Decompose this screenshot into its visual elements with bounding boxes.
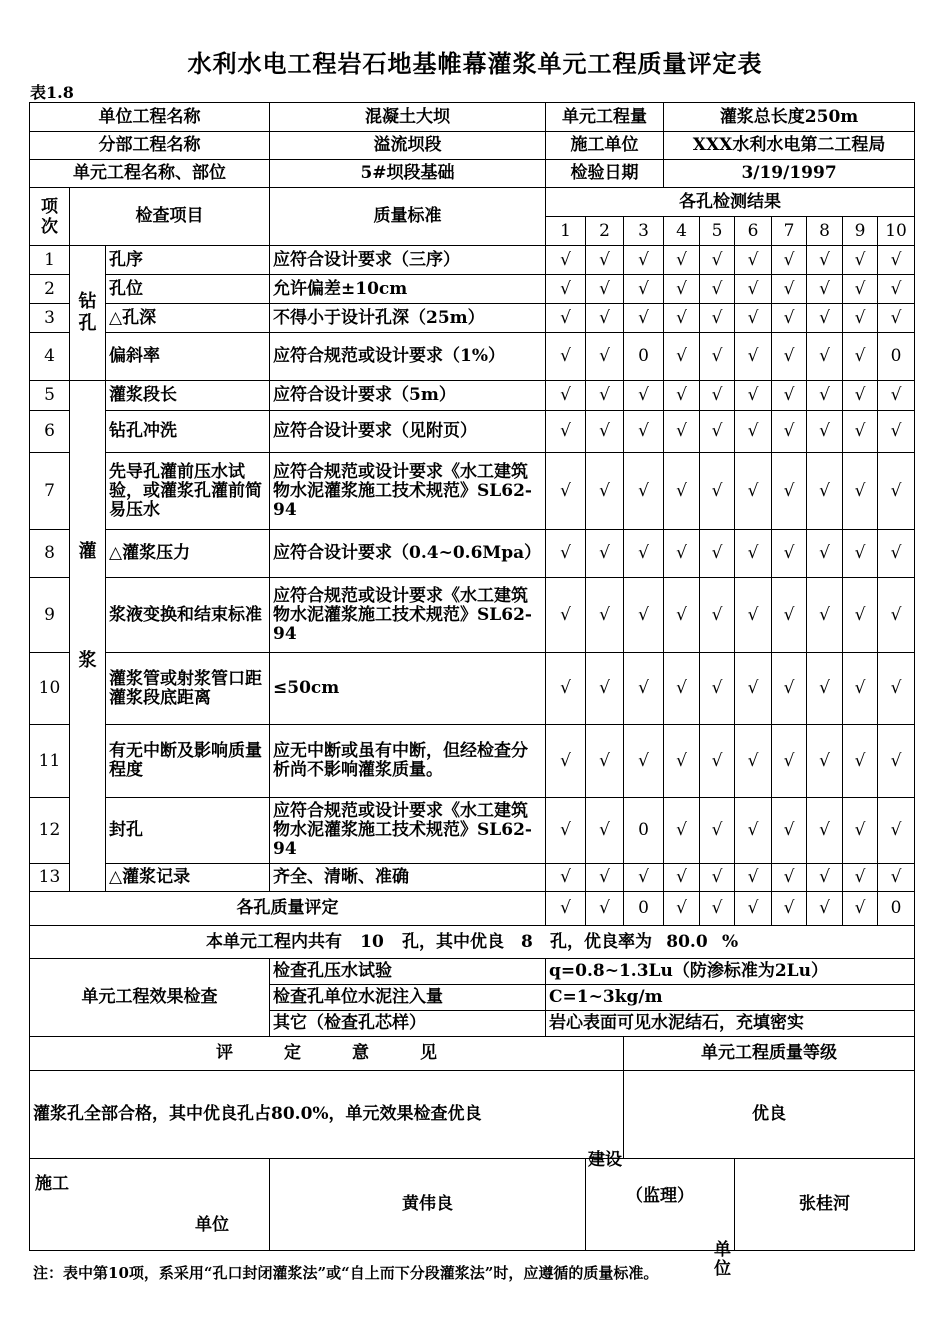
- hole-quality-result: √: [700, 892, 735, 926]
- table-row: [30, 411, 915, 453]
- construction-unit-label: 施工 单位: [30, 1159, 270, 1251]
- hole-result: √: [878, 798, 915, 864]
- hole-result: √: [624, 725, 664, 798]
- inspection-date-label: 检验日期: [546, 160, 664, 188]
- hole-result: √: [843, 411, 878, 453]
- hole-quality-result: √: [807, 892, 843, 926]
- effect-check-row: [30, 959, 915, 985]
- hole-result: √: [586, 725, 624, 798]
- hole-result: √: [700, 275, 735, 304]
- hole-result: √: [546, 304, 586, 333]
- inspection-date-value: 3/19/1997: [664, 160, 915, 188]
- hole-result: √: [807, 725, 843, 798]
- quality-standard: 应符合设计要求（5m）: [270, 381, 546, 411]
- hole-result: √: [664, 653, 700, 725]
- hole-result: √: [735, 864, 772, 892]
- quality-standard: ≤50cm: [270, 653, 546, 725]
- hole-result: √: [546, 530, 586, 578]
- hole-result: √: [878, 864, 915, 892]
- element-name-value: 5#坝段基础: [270, 160, 546, 188]
- effect-check-value: q=0.8~1.3Lu（防渗标准为2Lu）: [546, 959, 915, 985]
- table-row: [30, 246, 915, 275]
- item-number: 11: [30, 725, 70, 798]
- hole-result: √: [807, 275, 843, 304]
- hole-result: √: [546, 798, 586, 864]
- hole-result: √: [735, 798, 772, 864]
- hole-result: √: [735, 304, 772, 333]
- hole-result: √: [878, 453, 915, 530]
- table-row: [30, 653, 915, 725]
- footnote: 注：表中第10项，系采用“孔口封闭灌浆法”或“自上而下分段灌浆法”时，应遵循的质量标准。: [33, 1264, 659, 1282]
- hole-result: √: [546, 246, 586, 275]
- item-no-header: 项次: [30, 188, 70, 246]
- hole-result: √: [586, 864, 624, 892]
- hole-result: √: [735, 725, 772, 798]
- quality-standard: 不得小于设计孔深（25m）: [270, 304, 546, 333]
- table-row: [30, 725, 915, 798]
- hole-result: 0: [878, 333, 915, 381]
- contractor-label: 施工单位: [546, 132, 664, 160]
- hole-result: √: [700, 864, 735, 892]
- check-item: 偏斜率: [106, 333, 270, 381]
- effect-check-item: 其它（检查孔芯样）: [270, 1011, 546, 1037]
- table-row: [30, 798, 915, 864]
- hole-result: √: [664, 381, 700, 411]
- hole-result: √: [807, 411, 843, 453]
- hole-number-header: 1: [546, 217, 586, 246]
- table-row: [30, 530, 915, 578]
- hole-number-header: 6: [735, 217, 772, 246]
- hole-result: √: [807, 333, 843, 381]
- hole-result: √: [772, 453, 807, 530]
- hole-result: √: [843, 381, 878, 411]
- hole-result: √: [878, 725, 915, 798]
- hole-result: √: [878, 246, 915, 275]
- hole-result: √: [878, 381, 915, 411]
- item-number: 5: [30, 381, 70, 411]
- hole-quality-result: √: [664, 892, 700, 926]
- hole-result: √: [586, 798, 624, 864]
- division-label: 分部工程名称: [30, 132, 270, 160]
- hole-result: √: [664, 578, 700, 653]
- hole-result: √: [624, 578, 664, 653]
- hole-result: √: [807, 381, 843, 411]
- hole-result: √: [772, 275, 807, 304]
- hole-result: √: [807, 798, 843, 864]
- hole-result: √: [878, 304, 915, 333]
- hole-number-header: 10: [878, 217, 915, 246]
- evaluation-header-row: [30, 1037, 915, 1071]
- hole-result: √: [664, 411, 700, 453]
- hole-number-header: 5: [700, 217, 735, 246]
- hole-number-header: 4: [664, 217, 700, 246]
- hole-result: √: [807, 530, 843, 578]
- results-header: 各孔检测结果: [546, 188, 915, 217]
- hole-result: √: [586, 381, 624, 411]
- hole-result: √: [546, 381, 586, 411]
- hole-result: √: [843, 246, 878, 275]
- hole-result: √: [546, 411, 586, 453]
- hole-quality-result: √: [735, 892, 772, 926]
- hole-result: √: [843, 453, 878, 530]
- hole-result: √: [624, 304, 664, 333]
- item-number: 13: [30, 864, 70, 892]
- group-drilling: 钻孔: [70, 246, 106, 381]
- hole-result: √: [772, 653, 807, 725]
- item-number: 3: [30, 304, 70, 333]
- hole-result: √: [664, 275, 700, 304]
- hole-result: √: [807, 653, 843, 725]
- hole-result: √: [546, 653, 586, 725]
- quality-standard: 应无中断或虽有中断，但经检查分析尚不影响灌浆质量。: [270, 725, 546, 798]
- hole-result: √: [700, 653, 735, 725]
- hole-result: √: [843, 333, 878, 381]
- hole-number-header: 7: [772, 217, 807, 246]
- quality-standard: 应符合规范或设计要求《水工建筑物水泥灌浆施工技术规范》SL62-94: [270, 453, 546, 530]
- hole-result: √: [700, 304, 735, 333]
- table-row: [30, 453, 915, 530]
- hole-quality-label: 各孔质量评定: [30, 892, 546, 926]
- contractor-value: XXX水利水电第二工程局: [664, 132, 915, 160]
- quality-standard: 应符合规范或设计要求《水工建筑物水泥灌浆施工技术规范》SL62-94: [270, 578, 546, 653]
- hole-result: √: [624, 411, 664, 453]
- hole-result: √: [624, 530, 664, 578]
- hole-result: √: [700, 578, 735, 653]
- hole-result: √: [772, 333, 807, 381]
- effect-check-value: 岩心表面可见水泥结石，充填密实: [546, 1011, 915, 1037]
- hole-number-header: 9: [843, 217, 878, 246]
- hole-result: √: [624, 381, 664, 411]
- unit-project-label: 单位工程名称: [30, 103, 270, 132]
- effect-check-item: 检查孔压水试验: [270, 959, 546, 985]
- hole-result: √: [807, 304, 843, 333]
- item-number: 4: [30, 333, 70, 381]
- hole-result: √: [700, 453, 735, 530]
- hole-result: √: [700, 333, 735, 381]
- hole-result: 0: [624, 798, 664, 864]
- check-item-header: 检查项目: [70, 188, 270, 246]
- quality-standard: 应符合规范或设计要求《水工建筑物水泥灌浆施工技术规范》SL62-94: [270, 798, 546, 864]
- hole-result: √: [586, 333, 624, 381]
- hole-result: √: [843, 725, 878, 798]
- check-item: 钻孔冲洗: [106, 411, 270, 453]
- hole-result: √: [664, 304, 700, 333]
- hole-result: √: [843, 798, 878, 864]
- hole-result: √: [735, 381, 772, 411]
- header-row-3: [30, 160, 915, 188]
- item-number: 9: [30, 578, 70, 653]
- check-item: △灌浆记录: [106, 864, 270, 892]
- hole-result: √: [772, 411, 807, 453]
- evaluation-row: [30, 1071, 915, 1159]
- page-title: 水利水电工程岩石地基帷幕灌浆单元工程质量评定表: [187, 49, 763, 78]
- hole-result: √: [772, 381, 807, 411]
- hole-result: √: [843, 275, 878, 304]
- hole-result: √: [807, 578, 843, 653]
- hole-result: √: [735, 653, 772, 725]
- quality-standard: 允许偏差±10cm: [270, 275, 546, 304]
- header-row-2: [30, 132, 915, 160]
- table-row: [30, 381, 915, 411]
- check-item: △灌浆压力: [106, 530, 270, 578]
- hole-quality-result: 0: [878, 892, 915, 926]
- quality-standard: 齐全、清晰、准确: [270, 864, 546, 892]
- hole-result: √: [664, 453, 700, 530]
- hole-result: √: [546, 333, 586, 381]
- unit-project-value: 混凝土大坝: [270, 103, 546, 132]
- hole-result: √: [878, 578, 915, 653]
- quality-standard: 应符合设计要求（三序）: [270, 246, 546, 275]
- hole-result: √: [664, 530, 700, 578]
- table-row: [30, 864, 915, 892]
- check-item: 先导孔灌前压水试验，或灌浆孔灌前简易压水: [106, 453, 270, 530]
- hole-result: √: [735, 578, 772, 653]
- item-number: 7: [30, 453, 70, 530]
- hole-quality-result: √: [843, 892, 878, 926]
- hole-quality-result: √: [546, 892, 586, 926]
- element-name-label: 单元工程名称、部位: [30, 160, 270, 188]
- opinion-label: 评 定 意 见: [30, 1037, 624, 1071]
- hole-result: √: [878, 275, 915, 304]
- hole-result: √: [546, 578, 586, 653]
- check-item: 灌浆管或射浆管口距灌浆段底距离: [106, 653, 270, 725]
- hole-quality-result: √: [772, 892, 807, 926]
- hole-result: √: [843, 530, 878, 578]
- element-quantity-label: 单元工程量: [546, 103, 664, 132]
- hole-result: √: [624, 864, 664, 892]
- check-item: 封孔: [106, 798, 270, 864]
- division-value: 溢流坝段: [270, 132, 546, 160]
- hole-result: √: [664, 246, 700, 275]
- hole-result: √: [735, 246, 772, 275]
- hole-result: √: [624, 653, 664, 725]
- hole-result: √: [878, 530, 915, 578]
- hole-result: √: [772, 578, 807, 653]
- hole-result: √: [546, 453, 586, 530]
- hole-result: √: [546, 864, 586, 892]
- hole-result: 0: [624, 333, 664, 381]
- standard-header: 质量标准: [270, 188, 546, 246]
- check-item: 浆液变换和结束标准: [106, 578, 270, 653]
- hole-result: √: [586, 411, 624, 453]
- hole-result: √: [772, 798, 807, 864]
- hole-result: √: [664, 798, 700, 864]
- check-item: △孔深: [106, 304, 270, 333]
- construction-signer: 黄伟良: [270, 1159, 586, 1251]
- hole-result: √: [586, 304, 624, 333]
- hole-quality-result: √: [586, 892, 624, 926]
- hole-result: √: [843, 864, 878, 892]
- hole-result: √: [807, 864, 843, 892]
- hole-result: √: [878, 653, 915, 725]
- item-number: 8: [30, 530, 70, 578]
- hole-result: √: [586, 275, 624, 304]
- grade-label: 单元工程质量等级: [624, 1037, 915, 1071]
- hole-result: √: [546, 725, 586, 798]
- hole-quality-row: [30, 892, 915, 926]
- table-row: [30, 275, 915, 304]
- check-item: 有无中断及影响质量程度: [106, 725, 270, 798]
- signature-row: [30, 1159, 915, 1251]
- hole-result: √: [700, 381, 735, 411]
- hole-result: √: [735, 453, 772, 530]
- hole-result: √: [586, 453, 624, 530]
- hole-result: √: [700, 798, 735, 864]
- hole-result: √: [700, 530, 735, 578]
- hole-result: √: [843, 304, 878, 333]
- quality-standard: 应符合设计要求（0.4~0.6Mpa）: [270, 530, 546, 578]
- quality-standard: 应符合设计要求（见附页）: [270, 411, 546, 453]
- hole-result: √: [735, 411, 772, 453]
- hole-result: √: [700, 725, 735, 798]
- effect-check-item: 检查孔单位水泥注入量: [270, 985, 546, 1011]
- hole-result: √: [843, 653, 878, 725]
- group-grouting: 灌 浆: [70, 381, 106, 892]
- hole-result: √: [586, 653, 624, 725]
- hole-result: √: [807, 246, 843, 275]
- quality-standard: 应符合规范或设计要求（1%）: [270, 333, 546, 381]
- item-number: 2: [30, 275, 70, 304]
- hole-quality-result: 0: [624, 892, 664, 926]
- hole-number-header: 8: [807, 217, 843, 246]
- table-number: 表1.8: [30, 83, 74, 102]
- hole-result: √: [664, 864, 700, 892]
- hole-result: √: [664, 725, 700, 798]
- grade-value: 优良: [624, 1071, 915, 1159]
- effect-check-label: 单元工程效果检查: [30, 959, 270, 1037]
- hole-result: √: [664, 333, 700, 381]
- item-number: 1: [30, 246, 70, 275]
- hole-result: √: [735, 333, 772, 381]
- hole-result: √: [700, 246, 735, 275]
- opinion-text: 灌浆孔全部合格，其中优良孔占80.0%，单元效果检查优良: [30, 1071, 624, 1159]
- item-number: 12: [30, 798, 70, 864]
- hole-result: √: [735, 530, 772, 578]
- check-item: 孔序: [106, 246, 270, 275]
- hole-result: √: [735, 275, 772, 304]
- table-row: [30, 304, 915, 333]
- hole-result: √: [843, 578, 878, 653]
- hole-result: √: [772, 246, 807, 275]
- hole-result: √: [772, 304, 807, 333]
- hole-result: √: [586, 578, 624, 653]
- table-row: [30, 578, 915, 653]
- item-number: 6: [30, 411, 70, 453]
- hole-result: √: [700, 411, 735, 453]
- hole-result: √: [624, 275, 664, 304]
- hole-result: √: [772, 864, 807, 892]
- summary: 本单元工程内共有 10 孔，其中优良 8 孔，优良率为 80.0 %: [30, 926, 915, 959]
- hole-result: √: [586, 530, 624, 578]
- hole-result: √: [772, 725, 807, 798]
- supervision-unit-label: 建设 （监理） 单位: [586, 1159, 735, 1251]
- hole-result: √: [546, 275, 586, 304]
- element-quantity-value: 灌浆总长度250m: [664, 103, 915, 132]
- hole-result: √: [878, 411, 915, 453]
- table-row: [30, 333, 915, 381]
- hole-result: √: [807, 453, 843, 530]
- header-row-1: [30, 103, 915, 132]
- item-number: 10: [30, 653, 70, 725]
- hole-result: √: [772, 530, 807, 578]
- check-item: 孔位: [106, 275, 270, 304]
- summary-row: [30, 926, 915, 959]
- hole-number-header: 2: [586, 217, 624, 246]
- hole-result: √: [624, 453, 664, 530]
- hole-result: √: [586, 246, 624, 275]
- column-header-row-1: [30, 188, 915, 217]
- hole-result: √: [624, 246, 664, 275]
- hole-number-header: 3: [624, 217, 664, 246]
- supervision-signer: 张桂河: [735, 1159, 915, 1251]
- check-item: 灌浆段长: [106, 381, 270, 411]
- effect-check-value: C=1~3kg/m: [546, 985, 915, 1011]
